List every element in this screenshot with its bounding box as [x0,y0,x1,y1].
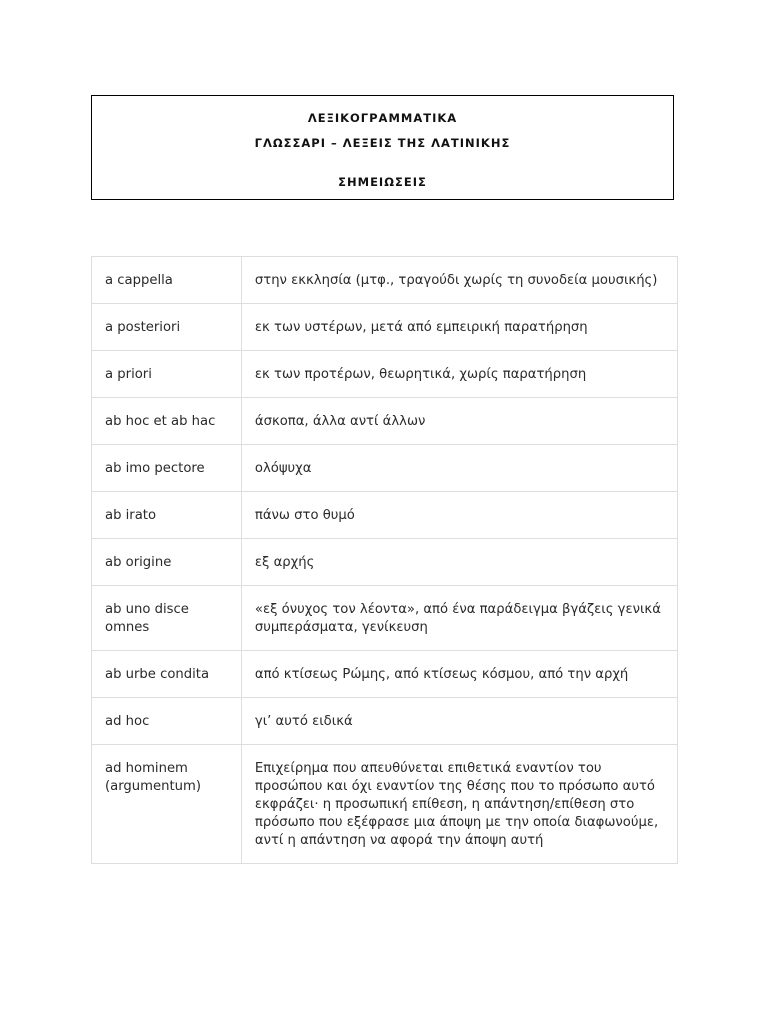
document-header-box [91,95,674,200]
document-notes-label: ΣΗΜΕΙΩΣΕΙΣ [338,175,427,189]
definition-cell: γι’ αυτό ειδικά [241,698,677,745]
latin-term-cell: ad hominem (argumentum) [92,745,242,864]
table-row [92,257,678,304]
definition-cell: ολόψυχα [241,445,677,492]
document-subtitle: ΓΛΩΣΣΑΡΙ – ΛΕΞΕΙΣ ΤΗΣ ΛΑΤΙΝΙΚΗΣ [254,136,511,150]
table-row [92,304,678,351]
table-row [92,745,678,864]
latin-term-cell: ab irato [92,492,242,539]
latin-term-cell: ad hoc [92,698,242,745]
definition-cell: εξ αρχής [241,539,677,586]
latin-term-cell: a cappella [92,257,242,304]
definition-cell: εκ των προτέρων, θεωρητικά, χωρίς παρατήρηση [241,351,677,398]
table-row [92,539,678,586]
table-row [92,651,678,698]
latin-term-cell: ab urbe condita [92,651,242,698]
glossary-table [91,256,678,864]
latin-term-cell: a posteriori [92,304,242,351]
table-row [92,351,678,398]
table-row [92,698,678,745]
definition-cell: πάνω στο θυμό [241,492,677,539]
definition-cell: εκ των υστέρων, μετά από εμπειρική παρατήρηση [241,304,677,351]
latin-term-cell: ab imo pectore [92,445,242,492]
table-row [92,492,678,539]
glossary-table-body [92,257,678,864]
latin-term-cell: ab uno disce omnes [92,586,242,651]
latin-term-cell: a priori [92,351,242,398]
definition-cell: στην εκκλησία (μτφ., τραγούδι χωρίς τη συνοδεία μουσικής) [241,257,677,304]
table-row [92,398,678,445]
definition-cell: άσκοπα, άλλα αντί άλλων [241,398,677,445]
definition-cell: Επιχείρημα που απευθύνεται επιθετικά εναντίον του προσώπου και όχι εναντίον της θέσης που το πρόσωπο αυτό εκφράζει· η προσωπική επίθεση, η απάντηση/επίθεση στο πρόσωπο που εξέφρασε μια άποψη με την οποία διαφωνούμε, αντί η απάντηση να αφορά την άποψη αυτή [241,745,677,864]
latin-term-cell: ab hoc et ab hac [92,398,242,445]
table-row [92,586,678,651]
document-title: ΛΕΞΙΚΟΓΡΑΜΜΑΤΙΚΑ [307,111,458,125]
definition-cell: «εξ όνυχος τον λέοντα», από ένα παράδειγμα βγάζεις γενικά συμπεράσματα, γενίκευση [241,586,677,651]
definition-cell: από κτίσεως Ρώμης, από κτίσεως κόσμου, από την αρχή [241,651,677,698]
latin-term-cell: ab origine [92,539,242,586]
table-row [92,445,678,492]
